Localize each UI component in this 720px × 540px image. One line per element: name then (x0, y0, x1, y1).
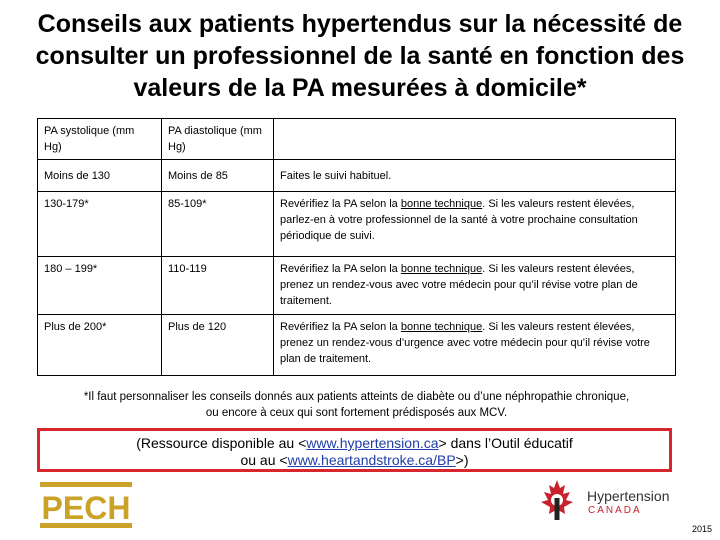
cell-diastolic: 110-119 (162, 257, 274, 315)
advice-text: . Si les valeurs restent élevées, prenez un rendez-vous d’urgence avec votre médecin pour qu’il révise votre plan de traitement. (280, 321, 650, 365)
advice-link[interactable]: bonne technique (400, 321, 483, 333)
cell-advice (274, 315, 676, 376)
resource-text: > dans l’Outil éducatif (438, 435, 573, 451)
resource-text: (Ressource disponible au < (136, 435, 307, 451)
cell-systolic: Moins de 130 (38, 160, 162, 192)
pech-logo (40, 482, 132, 528)
title-line: consulter un professionnel de la santé en fonction des (35, 42, 685, 70)
resource-text: ou au < (240, 452, 288, 468)
page-title (20, 8, 700, 104)
cell-systolic: Plus de 200* (38, 315, 162, 376)
cell-diastolic: Moins de 85 (162, 160, 274, 192)
cell-systolic: 180 – 199* (38, 257, 162, 315)
cell-diastolic: 85-109* (162, 192, 274, 257)
title-line: Conseils aux patients hypertendus sur la nécessité de (37, 10, 683, 38)
advice-text: . Si les valeurs restent élevées, parlez-en à votre professionnel de la santé à votre prochaine consultation périodique de suivi. (280, 198, 638, 242)
hypertension-country: CANADA (588, 505, 642, 516)
cell-advice (274, 257, 676, 315)
advice-link[interactable]: bonne technique (400, 198, 483, 210)
heartandstroke-link[interactable]: www.heartandstroke.ca/BP (287, 452, 456, 468)
table-row (38, 315, 676, 376)
advice-text: . Si les valeurs restent élevées, prenez un rendez-vous avec votre médecin pour qu’il révise votre plan de traitement. (280, 263, 638, 307)
year-label: 2015 (691, 524, 712, 534)
advice-text: Faites le suivi habituel. (280, 169, 392, 182)
advice-link[interactable]: bonne technique (400, 263, 483, 275)
cell-advice (274, 192, 676, 257)
resource-text: >) (455, 452, 469, 468)
svg-text:PECH: PECH (41, 490, 131, 526)
table-row (38, 257, 676, 315)
advice-text: Revérifiez la PA selon la (280, 263, 401, 275)
resource-line (40, 452, 669, 469)
footnote (37, 389, 676, 421)
table-header-row (38, 119, 676, 160)
cell-advice (274, 160, 676, 192)
resource-box (37, 428, 672, 472)
cell-systolic: 130-179* (38, 192, 162, 257)
hypertension-link[interactable]: www.hypertension.ca (306, 435, 439, 451)
footnote-line: ou encore à ceux qui sont fortement prédisposés aux MCV. (205, 407, 508, 419)
header-systolic: PA systolique (mm Hg) (38, 119, 162, 160)
hypertension-name: Hypertension (587, 488, 670, 504)
resource-line (40, 435, 669, 452)
advice-text: Revérifiez la PA selon la (280, 321, 401, 333)
bp-advice-table (37, 118, 676, 376)
table-row (38, 160, 676, 192)
footnote-line: *Il faut personnaliser les conseils donnés aux patients atteints de diabète ou d’une néphropathie chronique, (83, 391, 630, 403)
cell-diastolic: Plus de 120 (162, 315, 274, 376)
header-advice (274, 119, 676, 160)
advice-text: Revérifiez la PA selon la (280, 198, 401, 210)
header-diastolic: PA diastolique (mm Hg) (162, 119, 274, 160)
title-line: valeurs de la PA mesurées à domicile* (133, 74, 587, 102)
table-row (38, 192, 676, 257)
